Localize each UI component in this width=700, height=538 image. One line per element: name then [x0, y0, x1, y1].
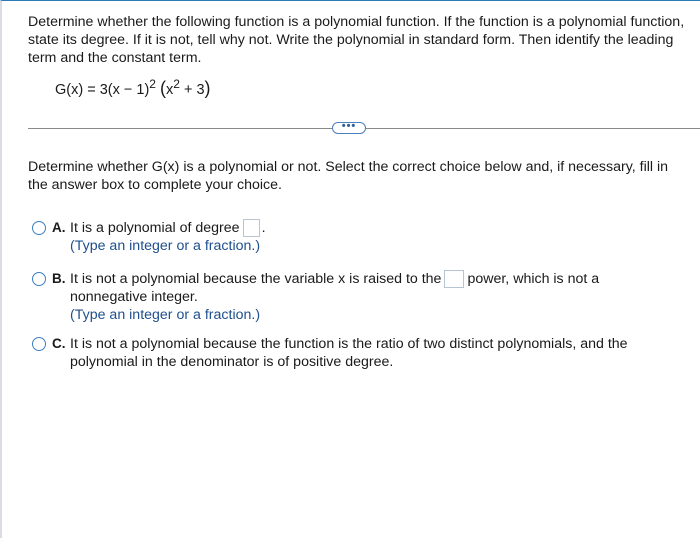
choice-a[interactable] — [32, 219, 672, 255]
equation-constant: + 3 — [179, 82, 205, 98]
choice-b-hint: (Type an integer or a fraction.) — [70, 307, 261, 323]
expand-more-button[interactable]: ••• — [332, 122, 366, 134]
choice-a-hint: (Type an integer or a fraction.) — [70, 238, 261, 254]
choice-b-radio[interactable] — [32, 272, 46, 286]
choice-b[interactable] — [32, 270, 672, 324]
choice-a-letter: A. — [52, 220, 66, 235]
choice-c-letter: C. — [52, 336, 66, 351]
choice-b-text-after: power, which is not a nonnegative integer. — [70, 271, 600, 305]
choice-c-radio[interactable] — [32, 337, 46, 351]
power-answer-box[interactable] — [444, 270, 464, 288]
question-prompt: Determine whether G(x) is a polynomial or not. Select the correct choice below and, if necessary, fill in the answer box to complete your choice. — [28, 159, 669, 193]
equation-close-paren: ) — [204, 78, 211, 98]
choice-a-body — [70, 219, 266, 255]
choice-a-radio[interactable] — [32, 221, 46, 235]
choice-b-text: It is not a polynomial because the variable x is raised to the — [70, 271, 442, 287]
choice-a-text: It is a polynomial of degree — [70, 220, 240, 236]
choice-b-letter: B. — [52, 271, 66, 286]
function-equation — [55, 78, 211, 99]
equation-lhs: G(x) = 3(x − 1) — [55, 82, 150, 98]
choice-b-body — [70, 270, 666, 324]
equation-open-paren: ( — [160, 78, 166, 98]
choice-c-text: It is not a polynomial because the function is the ratio of two distinct polynomials, and the polynomial in the denominator is of positive degree. — [70, 336, 628, 370]
choice-c[interactable] — [32, 335, 687, 371]
choice-a-period: . — [261, 220, 266, 236]
problem-instructions: Determine whether the following function is a polynomial function. If the function is a polynomial function, state its degree. If it is not, tell why not. Write the polynomial in standard form. Then identify the leading term and the constant term. — [28, 14, 685, 66]
equation-exponent-2: 2 — [173, 77, 180, 91]
equation-exponent-1: 2 — [149, 77, 156, 91]
equation-variable: x — [166, 82, 174, 98]
degree-answer-box[interactable] — [243, 219, 260, 237]
